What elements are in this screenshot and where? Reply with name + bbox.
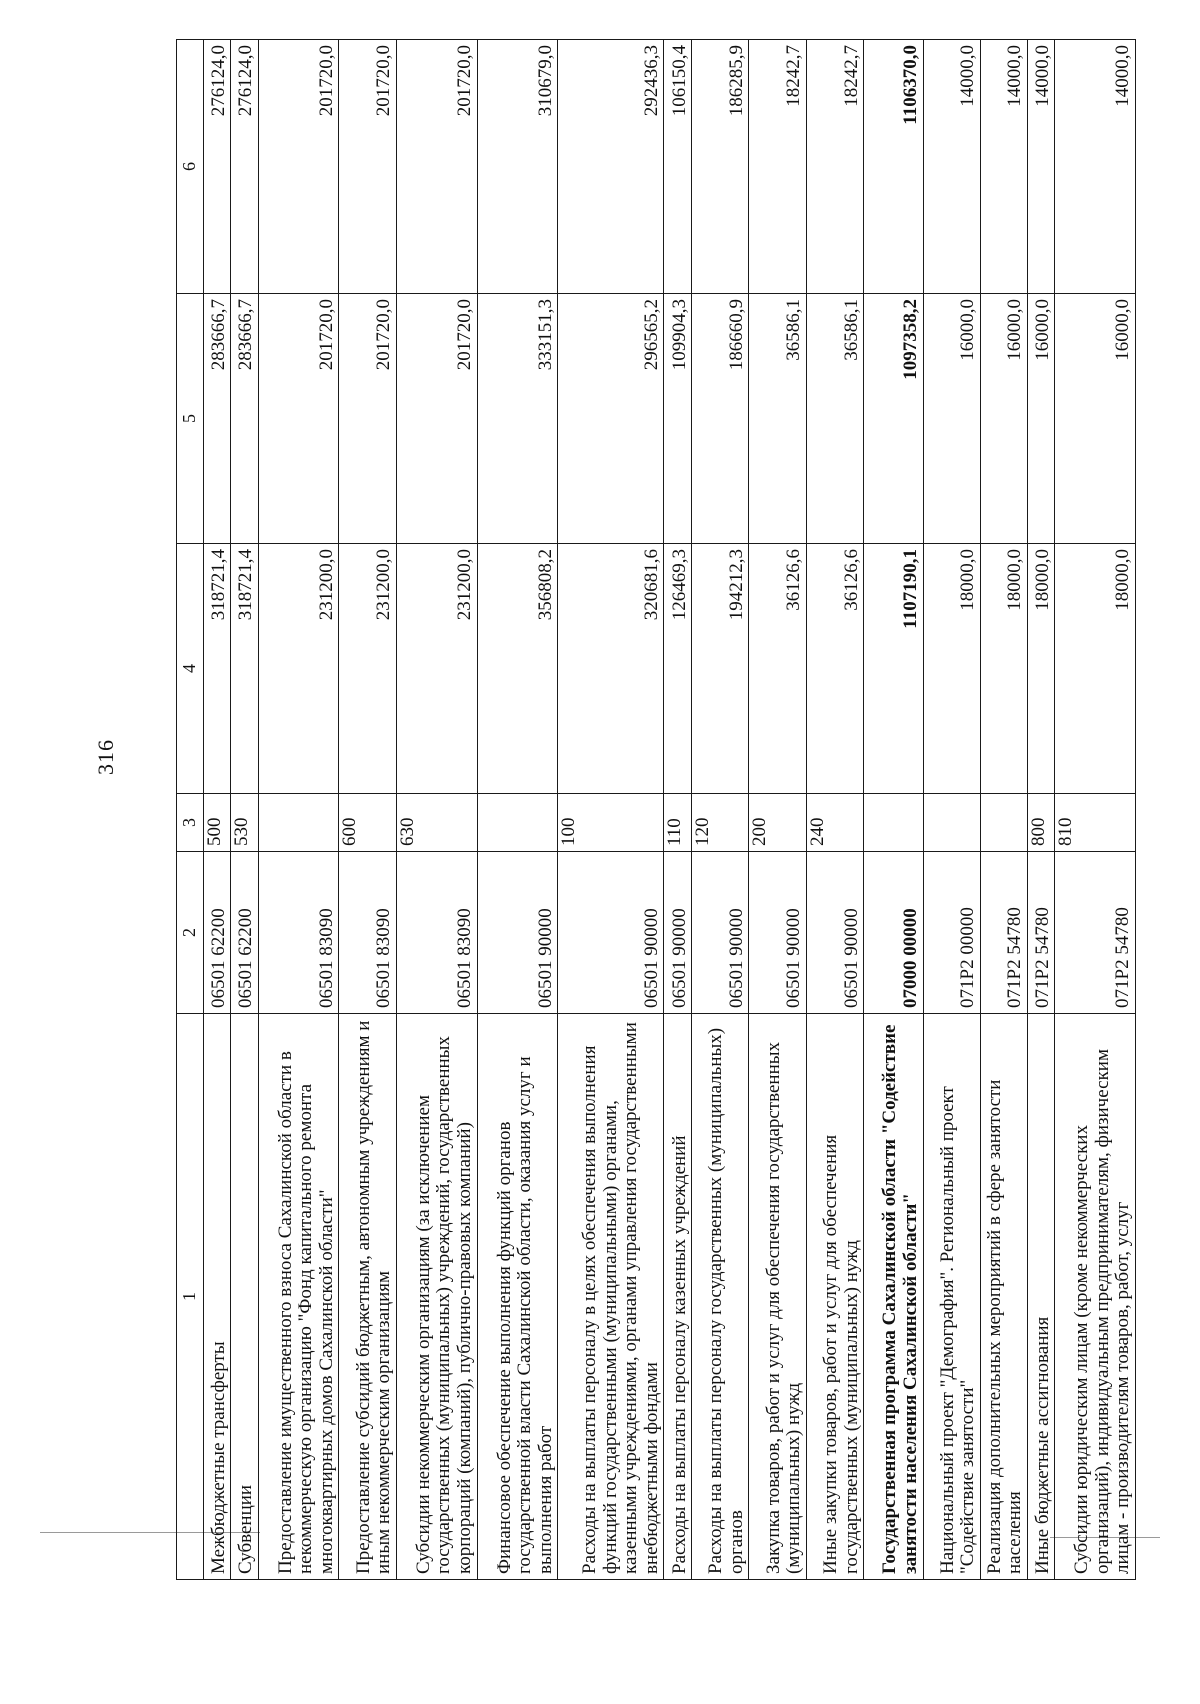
column-header: 2 <box>177 852 204 1014</box>
row-name: Межбюджетные трансферты <box>203 1014 231 1580</box>
row-code: 06501 90000 <box>664 852 692 1014</box>
row-value-col6: 201720,0 <box>396 40 477 294</box>
row-value-col6: 18242,7 <box>806 40 863 294</box>
row-value-col4: 18000,0 <box>923 544 980 794</box>
table-row <box>1055 40 1136 1580</box>
row-value-col6: 186285,9 <box>692 40 749 294</box>
row-value-col5: 16000,0 <box>1055 294 1136 544</box>
row-expense-type: 110 <box>664 794 692 852</box>
row-code: 07000 00000 <box>864 852 923 1014</box>
row-name: Расходы на выплаты персоналу в целях обеспечения выполнения функций государственными (муниципальными) органами, казенными учреждениями, органами управления государственными внебюджетными фондами <box>558 1014 664 1580</box>
row-value-col6: 18242,7 <box>749 40 806 294</box>
row-code: 06501 62200 <box>203 852 231 1014</box>
row-value-col6: 201720,0 <box>339 40 396 294</box>
page-number: 316 <box>93 739 118 775</box>
row-value-col5: 1097358,2 <box>864 294 923 544</box>
row-value-col4: 320681,6 <box>558 544 664 794</box>
row-name: Расходы на выплаты персоналу казенных учреждений <box>664 1014 692 1580</box>
table-row <box>692 40 749 1580</box>
row-expense-type <box>864 794 923 852</box>
row-value-col4: 356808,2 <box>477 544 558 794</box>
row-code: 06501 90000 <box>806 852 863 1014</box>
table-row <box>396 40 477 1580</box>
row-name: Национальный проект "Демография". Региональный проект "Содействие занятости" <box>923 1014 980 1580</box>
table-row <box>203 40 231 1580</box>
row-expense-type <box>258 794 339 852</box>
row-name: Субсидии некоммерческим организациям (за исключением государственных (муниципальных) учреждений, государственных корпораций (компаний), публично-правовых компаний) <box>396 1014 477 1580</box>
table-row <box>749 40 806 1580</box>
budget-table <box>176 39 1136 1580</box>
row-name: Закупка товаров, работ и услуг для обеспечения государственных (муниципальных) нужд <box>749 1014 806 1580</box>
row-expense-type: 800 <box>1027 794 1055 852</box>
row-expense-type: 600 <box>339 794 396 852</box>
row-expense-type: 530 <box>231 794 259 852</box>
row-value-col5: 201720,0 <box>339 294 396 544</box>
row-value-col5: 36586,1 <box>806 294 863 544</box>
row-expense-type: 240 <box>806 794 863 852</box>
row-code: 06501 90000 <box>692 852 749 1014</box>
row-name: Предоставление имущественного взноса Сахалинской области в некоммерческую организацию "Фонд капитального ремонта многоквартирных домов Сахалинской области" <box>258 1014 339 1580</box>
row-value-col5: 109904,3 <box>664 294 692 544</box>
column-header: 4 <box>177 544 204 794</box>
row-expense-type: 100 <box>558 794 664 852</box>
row-value-col4: 18000,0 <box>1055 544 1136 794</box>
row-expense-type <box>980 794 1027 852</box>
column-header-row <box>177 40 204 1580</box>
row-expense-type: 630 <box>396 794 477 852</box>
row-value-col4: 1107190,1 <box>864 544 923 794</box>
row-code: 071P2 54780 <box>1055 852 1136 1014</box>
row-code: 06501 83090 <box>258 852 339 1014</box>
row-value-col6: 14000,0 <box>923 40 980 294</box>
row-expense-type: 200 <box>749 794 806 852</box>
column-header: 1 <box>177 1014 204 1580</box>
row-value-col6: 292436,3 <box>558 40 664 294</box>
row-name: Субвенции <box>231 1014 259 1580</box>
row-value-col5: 186660,9 <box>692 294 749 544</box>
row-value-col6: 276124,0 <box>203 40 231 294</box>
row-value-col6: 14000,0 <box>980 40 1027 294</box>
table-row <box>923 40 980 1580</box>
row-value-col6: 106150,4 <box>664 40 692 294</box>
row-value-col5: 333151,3 <box>477 294 558 544</box>
row-value-col4: 231200,0 <box>339 544 396 794</box>
table-row <box>558 40 664 1580</box>
row-value-col5: 36586,1 <box>749 294 806 544</box>
row-expense-type <box>477 794 558 852</box>
column-header: 3 <box>177 794 204 852</box>
table-row <box>258 40 339 1580</box>
row-value-col5: 201720,0 <box>258 294 339 544</box>
row-code: 071P2 00000 <box>923 852 980 1014</box>
row-code: 06501 90000 <box>477 852 558 1014</box>
row-value-col4: 18000,0 <box>1027 544 1055 794</box>
row-value-col4: 18000,0 <box>980 544 1027 794</box>
row-value-col6: 14000,0 <box>1055 40 1136 294</box>
rotated-sheet <box>176 40 1136 1580</box>
row-expense-type: 500 <box>203 794 231 852</box>
row-value-col5: 16000,0 <box>923 294 980 544</box>
row-value-col5: 16000,0 <box>1027 294 1055 544</box>
table-row <box>980 40 1027 1580</box>
row-code: 06501 90000 <box>558 852 664 1014</box>
row-value-col6: 14000,0 <box>1027 40 1055 294</box>
row-name: Расходы на выплаты персоналу государственных (муниципальных) органов <box>692 1014 749 1580</box>
row-expense-type: 810 <box>1055 794 1136 852</box>
table-row <box>477 40 558 1580</box>
table-row <box>864 40 923 1580</box>
row-value-col4: 36126,6 <box>749 544 806 794</box>
row-value-col5: 283666,7 <box>231 294 259 544</box>
row-value-col5: 201720,0 <box>396 294 477 544</box>
column-header: 5 <box>177 294 204 544</box>
row-value-col4: 126469,3 <box>664 544 692 794</box>
table-row <box>339 40 396 1580</box>
row-name: Предоставление субсидий бюджетным, автономным учреждениям и иным некоммерческим организациям <box>339 1014 396 1580</box>
row-value-col4: 231200,0 <box>396 544 477 794</box>
row-code: 071P2 54780 <box>980 852 1027 1014</box>
row-name: Иные закупки товаров, работ и услуг для обеспечения государственных (муниципальных) нужд <box>806 1014 863 1580</box>
row-code: 06501 83090 <box>396 852 477 1014</box>
table-row <box>664 40 692 1580</box>
row-expense-type: 120 <box>692 794 749 852</box>
row-name: Реализация дополнительных мероприятий в сфере занятости населения <box>980 1014 1027 1580</box>
table-row <box>1027 40 1055 1580</box>
row-code: 06501 62200 <box>231 852 259 1014</box>
row-name: Иные бюджетные ассигнования <box>1027 1014 1055 1580</box>
row-value-col5: 283666,7 <box>203 294 231 544</box>
row-value-col6: 1106370,0 <box>864 40 923 294</box>
row-name: Государственная программа Сахалинской области "Содействие занятости населения Сахалинской области" <box>864 1014 923 1580</box>
table-row <box>231 40 259 1580</box>
row-name: Финансовое обеспечение выполнения функций органов государственной власти Сахалинской области, оказания услуг и выполнения работ <box>477 1014 558 1580</box>
row-value-col4: 231200,0 <box>258 544 339 794</box>
row-value-col6: 276124,0 <box>231 40 259 294</box>
column-header: 6 <box>177 40 204 294</box>
row-value-col4: 194212,3 <box>692 544 749 794</box>
row-value-col4: 36126,6 <box>806 544 863 794</box>
row-code: 06501 90000 <box>749 852 806 1014</box>
row-value-col6: 310679,0 <box>477 40 558 294</box>
row-code: 071P2 54780 <box>1027 852 1055 1014</box>
table-row <box>806 40 863 1580</box>
row-code: 06501 83090 <box>339 852 396 1014</box>
row-value-col4: 318721,4 <box>231 544 259 794</box>
row-name: Субсидии юридическим лицам (кроме некоммерческих организаций), индивидуальным предпринимателям, физическим лицам - производителям товаров, работ, услуг <box>1055 1014 1136 1580</box>
row-value-col5: 16000,0 <box>980 294 1027 544</box>
row-expense-type <box>923 794 980 852</box>
row-value-col6: 201720,0 <box>258 40 339 294</box>
row-value-col5: 296565,2 <box>558 294 664 544</box>
row-value-col4: 318721,4 <box>203 544 231 794</box>
